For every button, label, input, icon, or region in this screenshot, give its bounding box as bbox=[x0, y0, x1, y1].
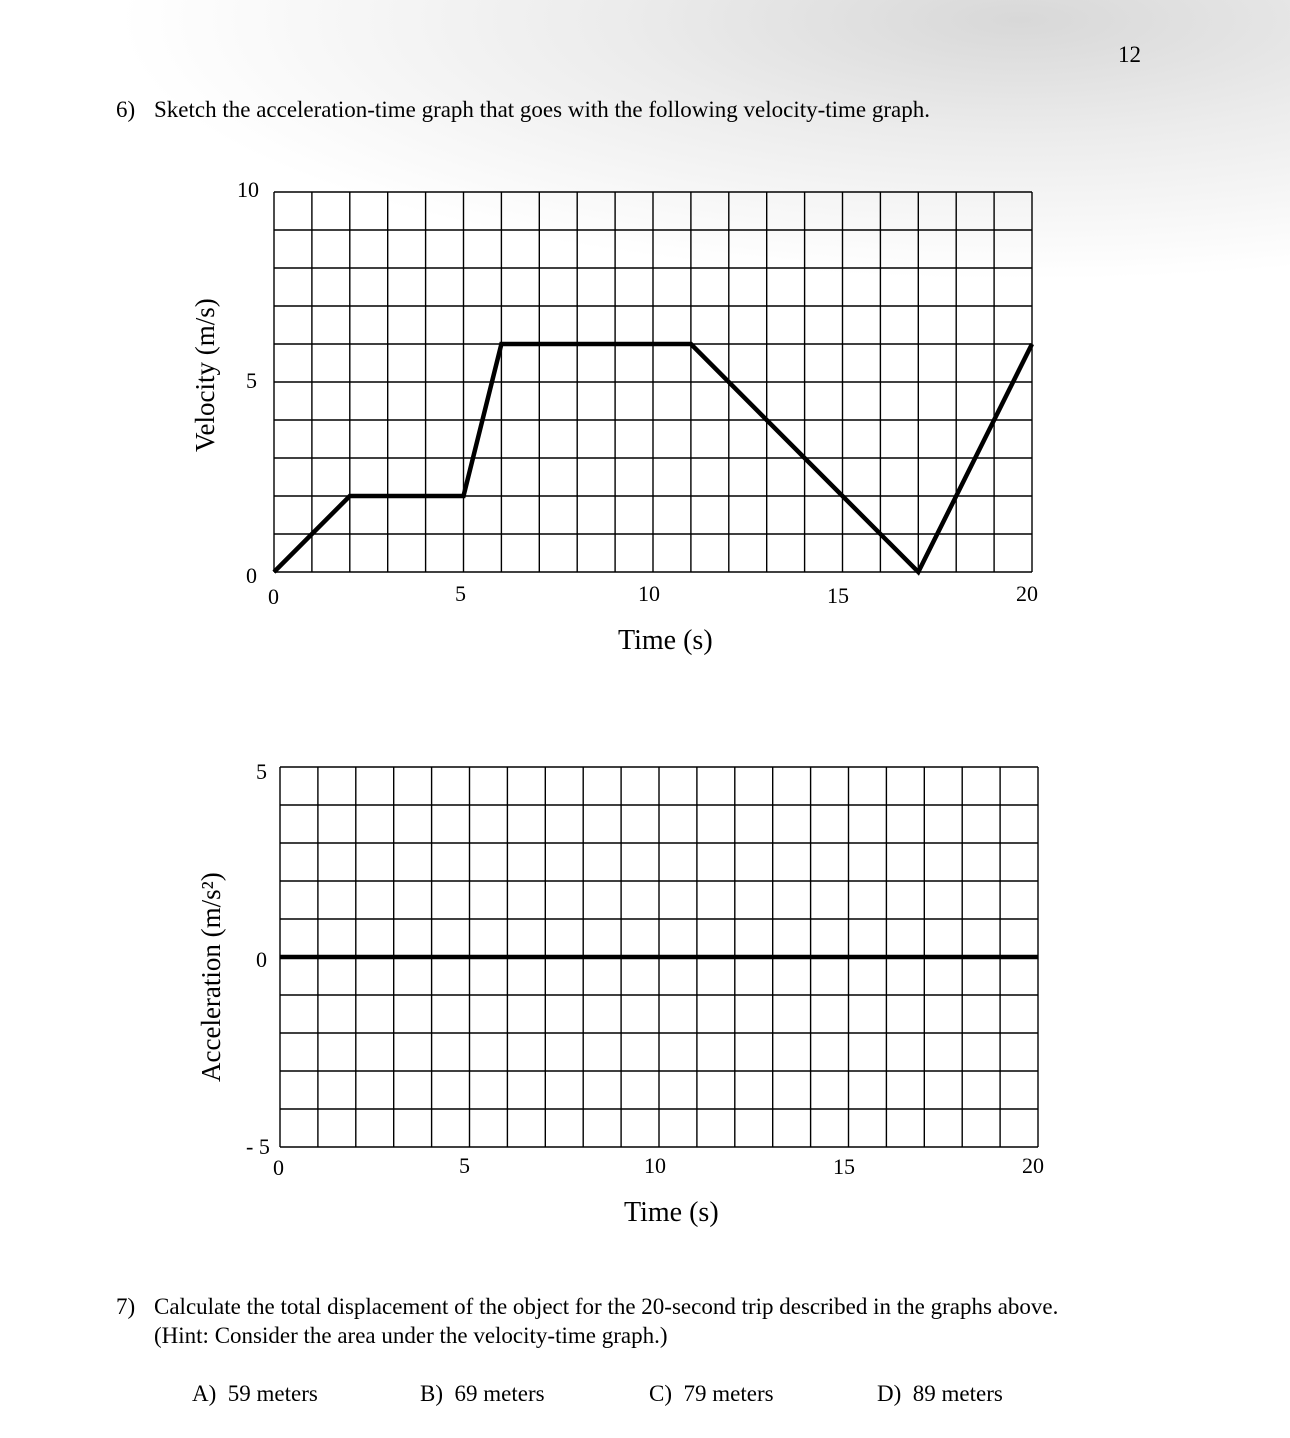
velocity-x-tick-15: 15 bbox=[827, 583, 849, 608]
choice-d[interactable] bbox=[877, 1381, 1003, 1407]
velocity-x-tick-5: 5 bbox=[455, 581, 466, 606]
acceleration-y-tick-5: 5 bbox=[256, 759, 267, 784]
velocity-y-tick-0: 0 bbox=[246, 563, 257, 588]
choice-c-text: 79 meters bbox=[683, 1381, 774, 1406]
velocity-y-tick-10: 10 bbox=[237, 177, 259, 202]
velocity-x-tick-20: 20 bbox=[1016, 581, 1038, 606]
question-7-number: 7) bbox=[116, 1294, 136, 1319]
acceleration-y-tick-minus5: - 5 bbox=[246, 1134, 270, 1159]
question-7-line-1: Calculate the total displacement of the object for the 20-second trip described in the graphs above. bbox=[154, 1294, 1059, 1319]
acceleration-x-tick-10: 10 bbox=[644, 1153, 666, 1178]
choice-b-letter: B) bbox=[420, 1381, 443, 1406]
acceleration-x-tick-15: 15 bbox=[833, 1154, 855, 1179]
choice-d-text: 89 meters bbox=[912, 1381, 1003, 1406]
velocity-x-tick-10: 10 bbox=[638, 581, 660, 606]
choice-c[interactable] bbox=[649, 1381, 774, 1407]
question-7-hint: (Hint: Consider the area under the velocity-time graph.) bbox=[154, 1323, 668, 1348]
acceleration-x-axis-title: Time (s) bbox=[624, 1197, 719, 1228]
velocity-time-graph bbox=[262, 180, 1052, 590]
velocity-x-tick-0: 0 bbox=[268, 584, 279, 609]
choice-a-letter: A) bbox=[192, 1381, 217, 1406]
velocity-axis-title: Velocity (m/s) bbox=[190, 298, 220, 452]
question-6-text: Sketch the acceleration-time graph that goes with the following velocity-time graph. bbox=[154, 97, 931, 122]
acceleration-axis-title: Acceleration (m/s²) bbox=[196, 872, 226, 1082]
acceleration-x-tick-0: 0 bbox=[273, 1155, 284, 1180]
question-6-number: 6) bbox=[116, 97, 136, 122]
velocity-y-tick-5: 5 bbox=[246, 368, 257, 393]
choice-b-text: 69 meters bbox=[454, 1381, 545, 1406]
velocity-x-axis-title: Time (s) bbox=[618, 625, 713, 656]
acceleration-time-graph bbox=[270, 757, 1050, 1157]
acceleration-y-tick-0: 0 bbox=[256, 947, 267, 972]
acceleration-x-tick-5: 5 bbox=[459, 1153, 470, 1178]
choice-d-letter: D) bbox=[877, 1381, 902, 1406]
choice-a-text: 59 meters bbox=[227, 1381, 318, 1406]
page-number: 12 bbox=[1118, 42, 1141, 67]
choice-a[interactable] bbox=[192, 1381, 318, 1407]
choice-b[interactable] bbox=[420, 1381, 545, 1407]
choice-c-letter: C) bbox=[649, 1381, 672, 1406]
acceleration-x-tick-20: 20 bbox=[1022, 1153, 1044, 1178]
